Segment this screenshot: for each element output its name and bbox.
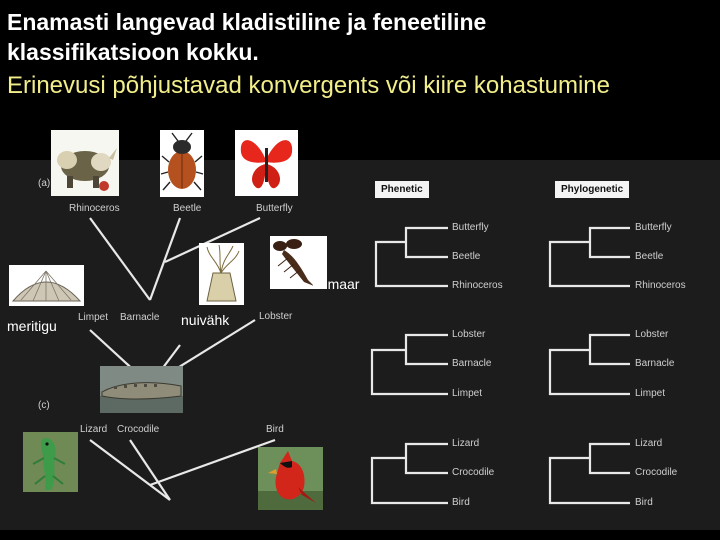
phylogenetic-tree-1 bbox=[550, 228, 630, 286]
section-label-a: (a) bbox=[38, 178, 51, 189]
slide-title-line-2: klassifikatsioon kokku. bbox=[7, 39, 259, 65]
tree-a-branch-rhinoceros bbox=[90, 218, 150, 300]
overlay-nuivahk: nuivähk bbox=[181, 312, 230, 328]
butterfly-thumbnail bbox=[235, 130, 298, 196]
slide-title-line-1: Enamasti langevad kladistiline ja feneetiline bbox=[7, 9, 487, 35]
phenetic-label: Lizard bbox=[452, 438, 480, 449]
phylogenetic-label: Rhinoceros bbox=[635, 280, 686, 291]
label-crocodile: Crocodile bbox=[117, 424, 160, 435]
label-limpet: Limpet bbox=[78, 312, 109, 323]
phylogenetic-label: Lobster bbox=[635, 329, 669, 340]
phylogenetic-label: Bird bbox=[635, 497, 653, 508]
phenetic-label: Barnacle bbox=[452, 358, 492, 369]
phenetic-tree-3 bbox=[372, 444, 448, 503]
label-lizard: Lizard bbox=[80, 424, 108, 435]
phenetic-label: Butterfly bbox=[452, 222, 489, 233]
section-label-c: (c) bbox=[38, 400, 50, 411]
label-lobster: Lobster bbox=[259, 311, 293, 322]
lizard-thumbnail bbox=[23, 432, 78, 492]
tree-c-branch-bird bbox=[150, 440, 275, 485]
phenetic-label: Bird bbox=[452, 497, 470, 508]
phenetic-tree-2 bbox=[372, 335, 448, 394]
phenetic-tree-1 bbox=[376, 228, 448, 286]
label-rhinoceros: Rhinoceros bbox=[69, 203, 120, 214]
phenetic-label: Lobster bbox=[452, 329, 486, 340]
phylogenetic-label: Crocodile bbox=[635, 467, 678, 478]
phenetic-label: Crocodile bbox=[452, 467, 495, 478]
phenetic-label: Limpet bbox=[452, 388, 483, 399]
label-bird: Bird bbox=[266, 424, 284, 435]
slide-subtitle: Erinevusi põhjustavad konvergents või kiire kohastumine bbox=[7, 72, 610, 99]
tree-a-branch-beetle bbox=[150, 218, 180, 300]
tree-c-branch-crocodile bbox=[130, 440, 170, 500]
label-barnacle: Barnacle bbox=[120, 312, 160, 323]
rhinoceros-thumbnail bbox=[51, 130, 119, 196]
phenetic-label: Beetle bbox=[452, 251, 481, 262]
beetle-thumbnail bbox=[160, 130, 204, 197]
crocodile-thumbnail bbox=[100, 366, 183, 413]
phylogenetic-label: Butterfly bbox=[635, 222, 672, 233]
phenetic-label: Rhinoceros bbox=[452, 280, 503, 291]
label-butterfly: Butterfly bbox=[256, 203, 293, 214]
header-phylogenetic: Phylogenetic bbox=[555, 181, 629, 198]
phylogenetic-label: Lizard bbox=[635, 438, 663, 449]
phylogenetic-label: Limpet bbox=[635, 388, 666, 399]
bird-thumbnail bbox=[258, 447, 323, 510]
overlay-homaar: homaar bbox=[312, 276, 360, 292]
overlay-meritigu: meritigu bbox=[7, 318, 57, 334]
barnacle-thumbnail bbox=[199, 243, 244, 305]
phylogenetic-tree-2 bbox=[550, 335, 630, 394]
phylogenetic-tree-3 bbox=[550, 444, 630, 503]
label-beetle: Beetle bbox=[173, 203, 202, 214]
tree-c-branch-lizard bbox=[90, 440, 170, 500]
limpet-thumbnail bbox=[9, 265, 84, 306]
phylogenetic-label: Barnacle bbox=[635, 358, 675, 369]
phylogenetic-label: Beetle bbox=[635, 251, 664, 262]
header-phenetic: Phenetic bbox=[375, 181, 429, 198]
